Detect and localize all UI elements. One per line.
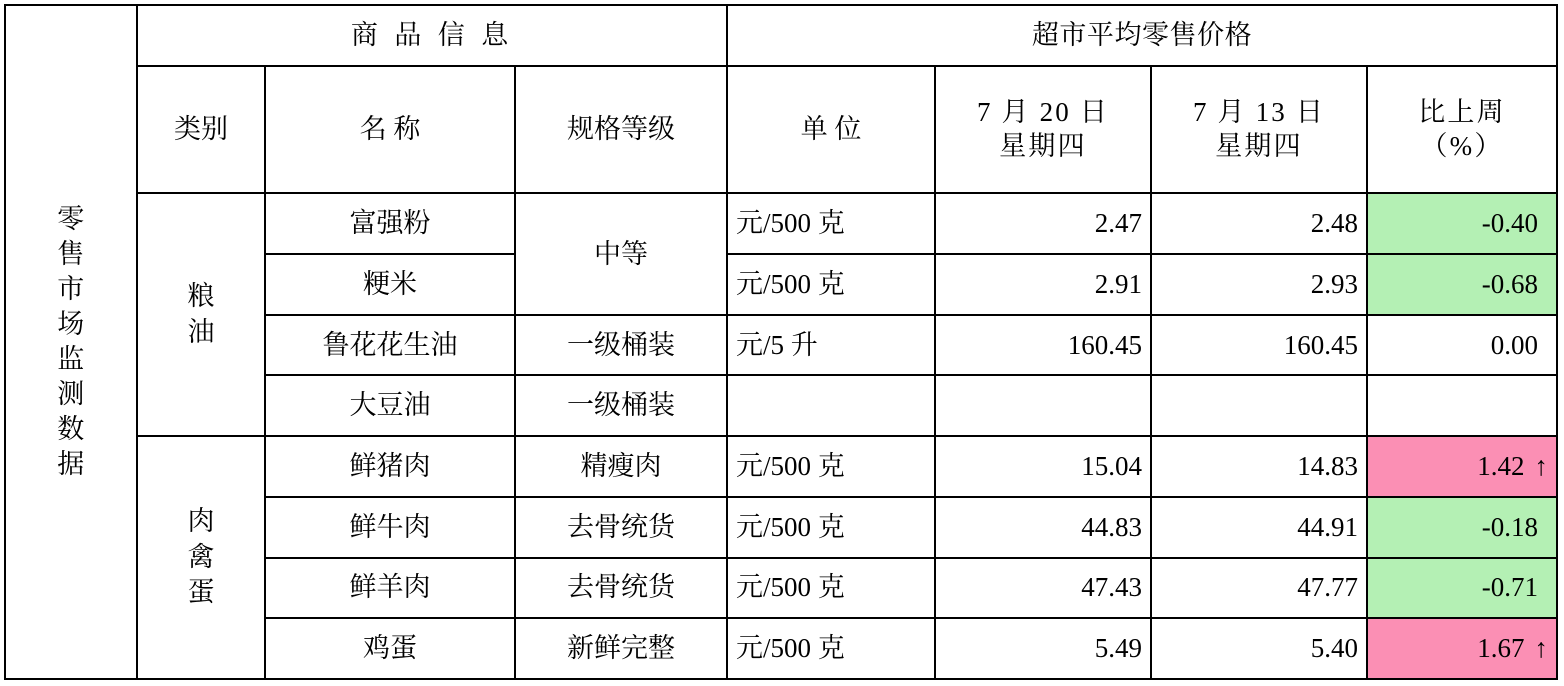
- header-change-line2: （%）: [1420, 130, 1504, 161]
- trend-arrow-icon: [1538, 512, 1548, 542]
- price-date-1: 2.91: [935, 254, 1151, 315]
- category-meat-poultry-egg: [137, 436, 265, 679]
- trend-arrow-icon: [1538, 330, 1548, 360]
- change-percent: [1367, 558, 1557, 619]
- price-date-1: [935, 375, 1151, 436]
- item-spec: 一级桶装: [515, 315, 727, 376]
- change-percent: [1367, 436, 1557, 497]
- item-name: 鲜牛肉: [265, 497, 515, 558]
- table-row: [5, 193, 1557, 254]
- category-line: 油: [187, 316, 215, 347]
- price-date-2: 44.91: [1151, 497, 1367, 558]
- header-change: [1367, 66, 1557, 194]
- item-unit: 元/500 克: [727, 254, 935, 315]
- price-date-1: 15.04: [935, 436, 1151, 497]
- price-date-2: 2.93: [1151, 254, 1367, 315]
- price-date-2: 2.48: [1151, 193, 1367, 254]
- item-unit: 元/500 克: [727, 618, 935, 679]
- category-line: 肉: [187, 506, 215, 537]
- group-label-line: 市: [57, 273, 85, 304]
- trend-arrow-icon: [1538, 572, 1548, 602]
- item-unit: 元/500 克: [727, 436, 935, 497]
- table-row: [5, 436, 1557, 497]
- header-spec: 规格等级: [515, 66, 727, 194]
- header-date-1-line1: 7 月 20 日: [976, 96, 1110, 127]
- header-date-2-line1: 7 月 13 日: [1192, 96, 1326, 127]
- header-change-line1: 比上周: [1418, 96, 1506, 127]
- group-label-line: 据: [57, 449, 85, 480]
- change-percent: [1367, 375, 1557, 436]
- item-spec: 去骨统货: [515, 497, 727, 558]
- change-percent: [1367, 315, 1557, 376]
- header-date-1: [935, 66, 1151, 194]
- item-name: 大豆油: [265, 375, 515, 436]
- header-date-1-line2: 星期四: [999, 130, 1087, 161]
- item-name: 粳米: [265, 254, 515, 315]
- price-date-2: [1151, 375, 1367, 436]
- trend-arrow-up-icon: ↑: [1534, 451, 1549, 481]
- price-date-1: 2.47: [935, 193, 1151, 254]
- price-date-2: 14.83: [1151, 436, 1367, 497]
- row-group-label: [5, 5, 137, 679]
- change-value: -0.71: [1481, 572, 1539, 603]
- change-percent: [1367, 497, 1557, 558]
- item-name: 富强粉: [265, 193, 515, 254]
- item-unit: [727, 375, 935, 436]
- group-label-line: 数: [57, 414, 85, 445]
- item-spec: 去骨统货: [515, 558, 727, 619]
- price-date-1: 5.49: [935, 618, 1151, 679]
- group-label-line: 场: [57, 308, 85, 339]
- item-unit: 元/500 克: [727, 497, 935, 558]
- change-percent: [1367, 618, 1557, 679]
- header-date-2-line2: 星期四: [1215, 130, 1303, 161]
- change-value: 0.00: [1490, 329, 1539, 360]
- change-value: 1.42: [1477, 451, 1525, 481]
- group-label-line: 监: [57, 344, 85, 374]
- change-value: -0.18: [1481, 511, 1539, 542]
- retail-price-table: [4, 4, 1558, 680]
- table-header-row-1: [5, 5, 1557, 66]
- group-label-line: 售: [57, 238, 85, 269]
- group-label-line: 零: [57, 203, 85, 234]
- change-value: 1.67: [1477, 633, 1525, 664]
- price-date-2: 5.40: [1151, 618, 1367, 679]
- category-grain-oil: [137, 193, 265, 436]
- header-name: 名 称: [265, 66, 515, 194]
- price-date-1: 47.43: [935, 558, 1151, 619]
- price-date-1: 44.83: [935, 497, 1151, 558]
- change-value: -0.40: [1481, 208, 1539, 239]
- change-percent: [1367, 254, 1557, 315]
- item-name: 鲜猪肉: [265, 436, 515, 497]
- item-spec-merged: 中等: [515, 193, 727, 314]
- trend-arrow-icon: [1538, 269, 1548, 299]
- item-name: 鲜羊肉: [265, 558, 515, 619]
- item-unit: 元/500 克: [727, 193, 935, 254]
- change-value: -0.68: [1481, 268, 1539, 299]
- item-name: 鲁花花生油: [265, 315, 515, 376]
- price-date-2: 47.77: [1151, 558, 1367, 619]
- change-percent: [1367, 193, 1557, 254]
- item-unit: 元/500 克: [727, 558, 935, 619]
- trend-arrow-up-icon: ↑: [1534, 633, 1549, 664]
- group-label-line: 测: [57, 379, 85, 410]
- header-unit: 单 位: [727, 66, 935, 194]
- price-date-1: 160.45: [935, 315, 1151, 376]
- header-avg-price: 超市平均零售价格: [727, 5, 1557, 66]
- item-unit: 元/5 升: [727, 315, 935, 376]
- trend-arrow-icon: [1538, 208, 1548, 238]
- header-category: 类别: [137, 66, 265, 194]
- category-line: 禽: [187, 541, 215, 572]
- item-spec: 一级桶装: [515, 375, 727, 436]
- table-header-row-2: [5, 66, 1557, 194]
- item-name: 鸡蛋: [265, 618, 515, 679]
- category-line: 粮: [187, 281, 215, 312]
- header-date-2: [1151, 66, 1367, 194]
- price-date-2: 160.45: [1151, 315, 1367, 376]
- item-spec: 精瘦肉: [515, 436, 727, 497]
- item-spec: 新鲜完整: [515, 618, 727, 679]
- category-line: 蛋: [187, 577, 215, 608]
- header-product-info: 商 品 信 息: [137, 5, 727, 66]
